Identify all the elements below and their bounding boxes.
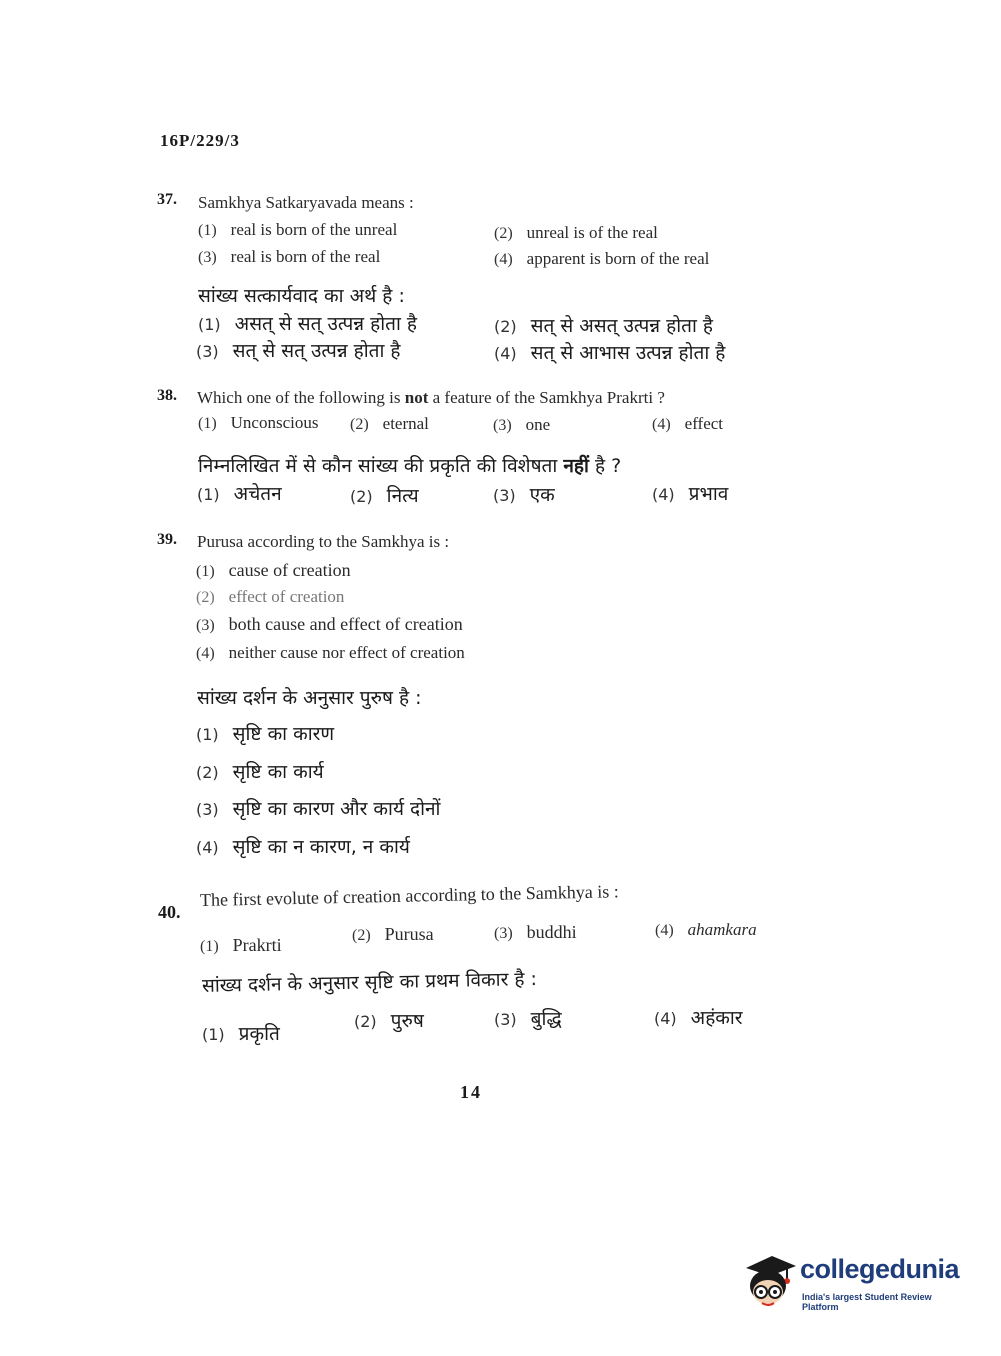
question-text-hi: सांख्य दर्शन के अनुसार पुरुष है : <box>197 687 422 709</box>
question-text-en: Which one of the following is not a feature of the Samkhya Prakrti ? <box>197 388 665 407</box>
question-number: 37. <box>157 191 177 208</box>
option-hi: (1) अचेतन <box>197 483 282 505</box>
question-text-hi: निम्नलिखित में से कौन सांख्य की प्रकृति की विशेषता नहीं है ? <box>198 455 622 477</box>
option-hi: (4) सृष्टि का न कारण, न कार्य <box>196 836 410 858</box>
option-en: (2) eternal <box>350 414 429 433</box>
option-hi: (3) सत् से सत् उत्पन्न होता है <box>196 340 401 362</box>
option-en: (2) Purusa <box>352 924 434 944</box>
option-hi: (3) सृष्टि का कारण और कार्य दोनों <box>196 798 441 820</box>
option-en: (2) effect of creation <box>196 587 345 606</box>
option-hi: (4) प्रभाव <box>652 483 729 505</box>
option-hi: (2) नित्य <box>350 485 419 507</box>
option-en: (3) one <box>493 415 551 434</box>
question-text-hi: सांख्य सत्कार्यवाद का अर्थ है : <box>198 285 405 307</box>
option-en: (3) real is born of the real <box>198 247 381 266</box>
option-hi: (4) अहंकार <box>654 1007 743 1029</box>
question-text-hi: सांख्य दर्शन के अनुसार सृष्टि का प्रथम विकार है : <box>201 967 538 997</box>
option-hi: (4) सत् से आभास उत्पन्न होता है <box>494 342 726 364</box>
question-text-en: Purusa according to the Samkhya is : <box>197 532 450 551</box>
option-en: (4) apparent is born of the real <box>494 249 710 268</box>
logo-tagline: India's largest Student Review Platform <box>802 1292 932 1312</box>
option-hi: (2) सत् से असत् उत्पन्न होता है <box>494 315 714 337</box>
paper-code: 16P/229/3 <box>160 131 240 150</box>
option-hi: (2) सृष्टि का कार्य <box>196 761 324 783</box>
option-en: (4) ahamkara <box>655 920 757 939</box>
logo-name: collegedunia <box>800 1254 960 1284</box>
question-number: 39. <box>157 531 177 548</box>
option-en: (4) effect <box>652 414 724 433</box>
mascot-icon <box>742 1250 798 1312</box>
option-hi: (3) बुद्धि <box>494 1008 562 1030</box>
question-number: 40. <box>158 902 181 922</box>
option-en: (1) Unconscious <box>198 413 319 432</box>
option-hi: (2) पुरुष <box>354 1010 424 1032</box>
option-en: (1) Prakrti <box>200 935 282 955</box>
option-hi: (1) सृष्टि का कारण <box>196 723 335 745</box>
option-hi: (1) प्रकृति <box>202 1023 280 1045</box>
option-en: (1) cause of creation <box>196 560 351 580</box>
question-number: 38. <box>157 387 177 404</box>
page-number: 14 <box>460 1082 482 1102</box>
option-en: (1) real is born of the unreal <box>198 220 398 239</box>
option-hi: (3) एक <box>493 484 555 506</box>
option-en: (3) both cause and effect of creation <box>196 614 463 634</box>
collegedunia-logo <box>742 1248 967 1318</box>
option-hi: (1) असत् से सत् उत्पन्न होता है <box>198 313 418 335</box>
question-text-en: The first evolute of creation according to the Samkhya is : <box>199 881 619 910</box>
question-text-en: Samkhya Satkaryavada means : <box>198 193 414 212</box>
option-en: (4) neither cause nor effect of creation <box>196 643 465 662</box>
option-en: (2) unreal is of the real <box>494 223 658 242</box>
option-en: (3) buddhi <box>494 922 577 942</box>
